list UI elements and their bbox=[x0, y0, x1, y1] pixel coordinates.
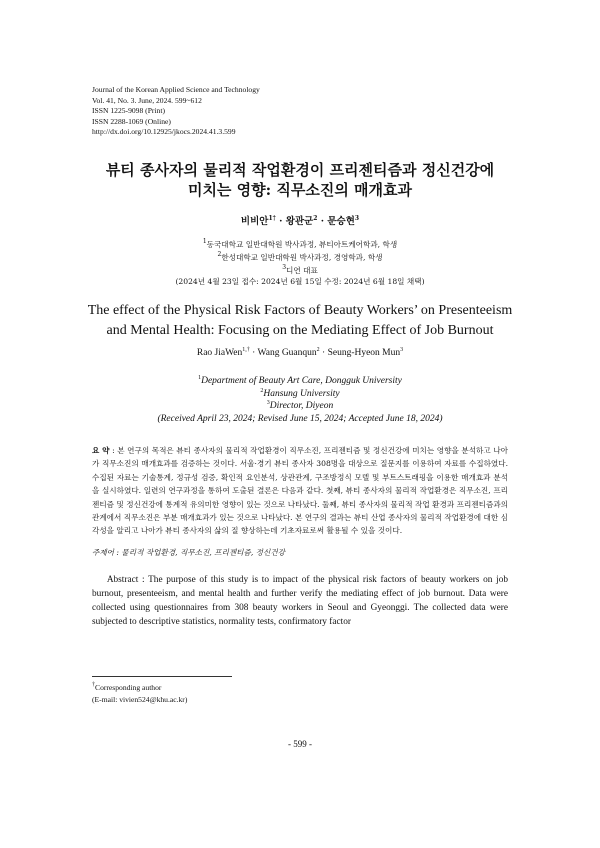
affiliation-en-2-text: Hansung University bbox=[263, 388, 340, 399]
korean-abstract-text: : 본 연구의 목적은 뷰티 종사자의 물리적 작업환경이 직무소진, 프리젠티즘 및 정신건강에 미치는 영향을 분석하고 나아가 직무소진의 매개효과를 검증하는 것이다. 서울·경기 뷰티 종사자 308명을 대상으로 질문지를 이용하여 자료를 수집하였다. 수집된 자료는 기술통계, 정규성 검증, 확인적 요인분석, 상관관계, 구조방정식 모델 및 부트스트래핑을 이용한 매개효과 분석을 실시하였다. 일련의 연구과정을 통하여 도출된 결론은 다음과 같다. 첫째, 뷰티 종사자의 물리적 작업환경은 직무소진, 프리젠티즘 및 정신건강에 통계적 유의미한 영향이 있는 것으로 나타났다. 둘째, 뷰티 종사자의 물리적 작업 환경과 프리젠티즘과의 관계에서 직무소진은 부분 매개효과가 있는 것으로 나타났다. 본 연구의 결과는 뷰티 산업 종사자의 물리적 작업환경에 대한 심각성을 알리고 나아가 뷰티 종사자의 삶의 질 향상하는데 기초자료로써 활용될 수 있을 것이다. bbox=[92, 446, 508, 536]
affiliation-en-2-sup: 2 bbox=[260, 387, 264, 394]
corresponding-author-label: Corresponding author bbox=[95, 683, 162, 692]
author-ko-2: 왕관군 bbox=[285, 216, 314, 227]
affiliation-en-3 bbox=[0, 400, 600, 413]
author-en-2: Wang Guanqun bbox=[257, 348, 317, 358]
author-en-3: Seung-Hyeon Mun bbox=[327, 348, 401, 358]
journal-issn-online: ISSN 2288-1069 (Online) bbox=[92, 116, 171, 126]
journal-doi[interactable]: http://dx.doi.org/10.12925/jkocs.2024.41.3.599 bbox=[92, 127, 236, 137]
english-title bbox=[0, 301, 600, 341]
footnote-divider bbox=[92, 676, 232, 677]
journal-issn-print: ISSN 1225-9098 (Print) bbox=[92, 106, 165, 116]
english-abstract-text: : The purpose of this study is to impact of the physical risk factors of beauty workers on job burnout, presenteeism, and mental health and further verify the mediating effect of job burnout. Data were collected using questionnaires from 308 beauty workers in Seoul and Gyeonggi. The collected data were subjected to descriptive statistics, normality tests, confirmatory factor bbox=[92, 575, 508, 627]
affiliation-en-1-text: Department of Beauty Art Care, Dongguk University bbox=[201, 376, 402, 386]
korean-keywords: 주제어 : 물리적 작업환경, 직무소진, 프리젠티즘, 정신건강 bbox=[92, 548, 285, 557]
affiliation-en-1 bbox=[0, 375, 600, 388]
english-received-dates: (Received April 23, 2024; Revised June 15, 2024; Accepted June 18, 2024) bbox=[157, 413, 443, 424]
korean-authors bbox=[0, 213, 600, 227]
author-ko-sep: · bbox=[275, 216, 286, 227]
journal-volume: Vol. 41, No. 3. June, 2024. 599~612 bbox=[92, 95, 202, 105]
affiliation-en-1-sup: 1 bbox=[198, 375, 202, 381]
korean-affiliations bbox=[0, 239, 600, 277]
english-authors bbox=[0, 348, 600, 358]
affiliation-en-2 bbox=[0, 388, 600, 401]
korean-received-dates: (2024년 4월 23일 접수: 2024년 6월 15일 수정: 2024년 6월 18일 채택) bbox=[175, 277, 425, 286]
author-en-sep: · bbox=[319, 348, 328, 358]
page-number: - 599 - bbox=[288, 739, 312, 749]
author-en-sep: · bbox=[249, 348, 258, 358]
korean-title-line1: 뷰티 종사자의 물리적 작업환경이 프리젠티즘과 정신건강에 bbox=[105, 161, 495, 179]
affiliation-ko-2-text: 한성대학교 일반대학원 박사과정, 경영학과, 학생 bbox=[221, 252, 383, 262]
english-title-line1: The effect of the Physical Risk Factors of Beauty Workers’ on Presenteeism bbox=[87, 303, 513, 318]
journal-name: Journal of the Korean Applied Science and Technology bbox=[92, 85, 260, 94]
author-en-3-sup: 3 bbox=[400, 347, 404, 353]
korean-title bbox=[0, 160, 600, 200]
author-en-1: Rao JiaWen bbox=[196, 348, 243, 358]
author-ko-sep: · bbox=[317, 216, 328, 227]
affiliation-ko-3-text: 디연 대표 bbox=[286, 265, 318, 275]
affiliation-en-3-sup: 3 bbox=[266, 400, 270, 406]
english-abstract bbox=[92, 573, 508, 629]
corresponding-author-footnote bbox=[92, 682, 187, 706]
author-ko-1: 비비안 bbox=[240, 216, 269, 227]
author-ko-1-sup: 1† bbox=[268, 215, 276, 222]
author-ko-3: 문승현 bbox=[327, 216, 355, 227]
korean-abstract bbox=[92, 444, 508, 538]
journal-info bbox=[92, 85, 260, 138]
author-en-2-sup: 2 bbox=[316, 347, 320, 353]
author-ko-2-sup: 2 bbox=[313, 215, 318, 222]
affiliation-ko-2-sup: 2 bbox=[217, 250, 222, 258]
english-abstract-label: Abstract bbox=[106, 575, 139, 585]
author-ko-3-sup: 3 bbox=[354, 215, 360, 222]
affiliation-ko-1 bbox=[0, 239, 600, 252]
affiliation-en-3-text: Director, Diyeon bbox=[269, 401, 334, 411]
affiliation-ko-2 bbox=[0, 252, 600, 265]
affiliation-ko-1-sup: 1 bbox=[202, 238, 207, 245]
english-affiliations bbox=[0, 375, 600, 425]
corresponding-author-line bbox=[92, 682, 187, 694]
korean-title-line2: 미치는 영향: 직무소진의 매개효과 bbox=[187, 181, 413, 199]
corresponding-author-email[interactable]: (E-mail: vivien524@khu.ac.kr) bbox=[92, 695, 188, 704]
english-title-line2: and Mental Health: Focusing on the Mediating Effect of Job Burnout bbox=[106, 323, 494, 338]
affiliation-ko-1-text: 동국대학교 일반대학원 박사과정, 뷰티아트케어학과, 학생 bbox=[206, 240, 398, 249]
affiliation-ko-3-sup: 3 bbox=[282, 263, 287, 271]
dagger-mark: † bbox=[92, 682, 95, 688]
author-en-1-sup: 1,† bbox=[242, 347, 250, 353]
korean-abstract-label: 요 약 bbox=[92, 446, 110, 455]
